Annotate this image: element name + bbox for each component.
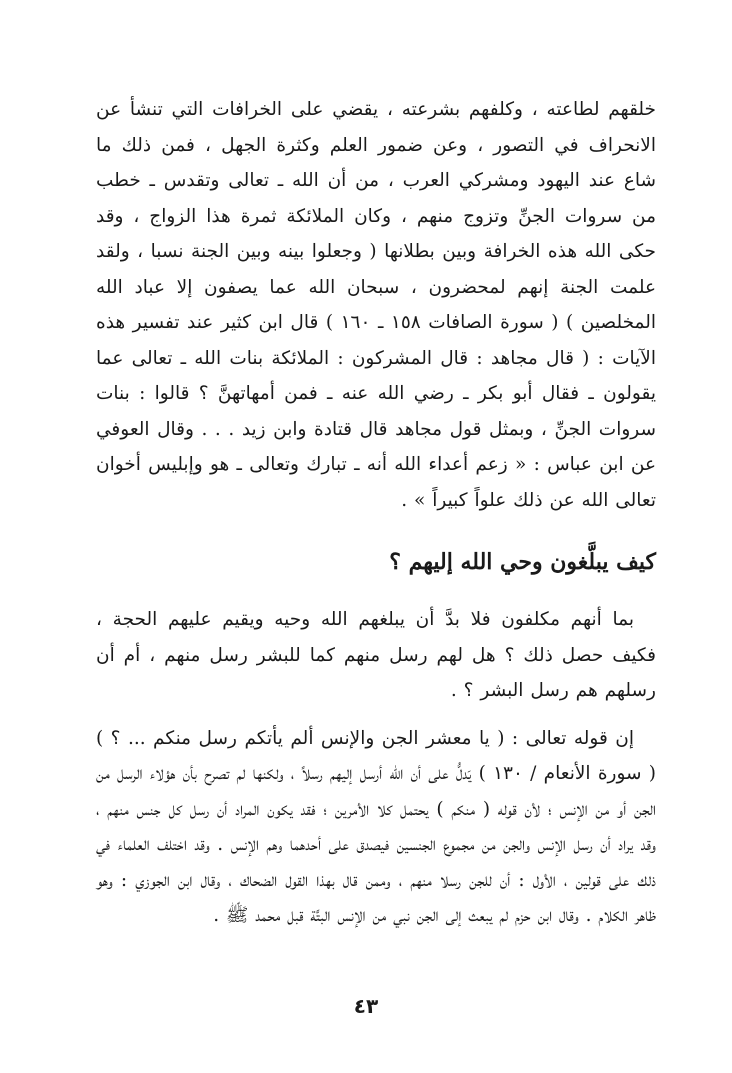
page-body [96, 92, 656, 934]
page-number: ٤٣ [353, 994, 379, 1018]
paragraph-3: إن قوله تعالى : ( يا معشر الجن والإنس ألم يأتكم رسل منكم ... ؟ ) ( سورة الأنعام / ١٣٠ ) يَدلُّ على أن الله أرسل إليهم رسلاً ، ولكنها لم تصرح بأن هؤلاء الرسل من الجن أو من الإنس ؛ لأن قوله ( منكم ) يحتمل كلا الأمرين ؛ فقد يكون المراد أن رسل كل جنس منهم ، وقد يراد أن رسل الإنس والجن من مجموع الجنسين فيصدق على أحدهما وهم الإنس . وقد اختلف العلماء في ذلك على قولين ، الأول : أن للجن رسلا منهم ، وممن قال بهذا القول الضحاك ، وقال ابن الجوزي : وهو ظاهر الكلام . وقال ابن حزم لم يبعث إلى الجن نبي من الإنس البتَّة قبل محمد ﷺ . [96, 727, 656, 926]
paragraph-2: بما أنهم مكلفون فلا بدَّ أن يبلغهم الله وحيه ويقيم عليهم الحجة ، فكيف حصل ذلك ؟ هل لهم رسل منهم كما للبشر رسل منهم ، أم أن رسلهم هم رسل البشر ؟ . [96, 609, 656, 701]
paragraph-gap [96, 709, 656, 721]
section-heading: كيف يبلَّغون وحي الله إليهم ؟ [389, 549, 656, 575]
paragraph-1: خلقهم لطاعته ، وكلفهم بشرعته ، يقضي على الخرافات التي تنشأ عن الانحراف في التصور ، وعن ضمور العلم وكثرة الجهل ، فمن ذلك ما شاع عند اليهود ومشركي العرب ، من أن الله ـ تعالى وتقدس ـ خطب من سروات الجنِّ وتزوج منهم ، وكان الملائكة ثمرة هذا الزواج ، وقد حكى الله هذه الخرافة وبين بطلانها ( وجعلوا بينه وبين الجنة نسبا ، ولقد علمت الجنة إنهم لمحضرون ، سبحان الله عما يصفون إلا عباد الله المخلصين ) ( سورة الصافات ١٥٨ ـ ١٦٠ ) قال ابن كثير عند تفسير هذه الآيات : ( قال مجاهد : قال المشركون : الملائكة بنات الله ـ تعالى عما يقولون ـ فقال أبو بكر ـ رضي الله عنه ـ فمن أمهاتهنَّ ؟ قالوا : بنات سروات الجنِّ ، وبمثل قول مجاهد قال قتادة وابن زيد . . . وقال العوفي عن ابن عباس : « زعم أعداء الله أنه ـ تبارك وتعالى ـ هو وإبليس أخوان تعالى الله عن ذلك علواً كبيراً » . [96, 99, 657, 511]
